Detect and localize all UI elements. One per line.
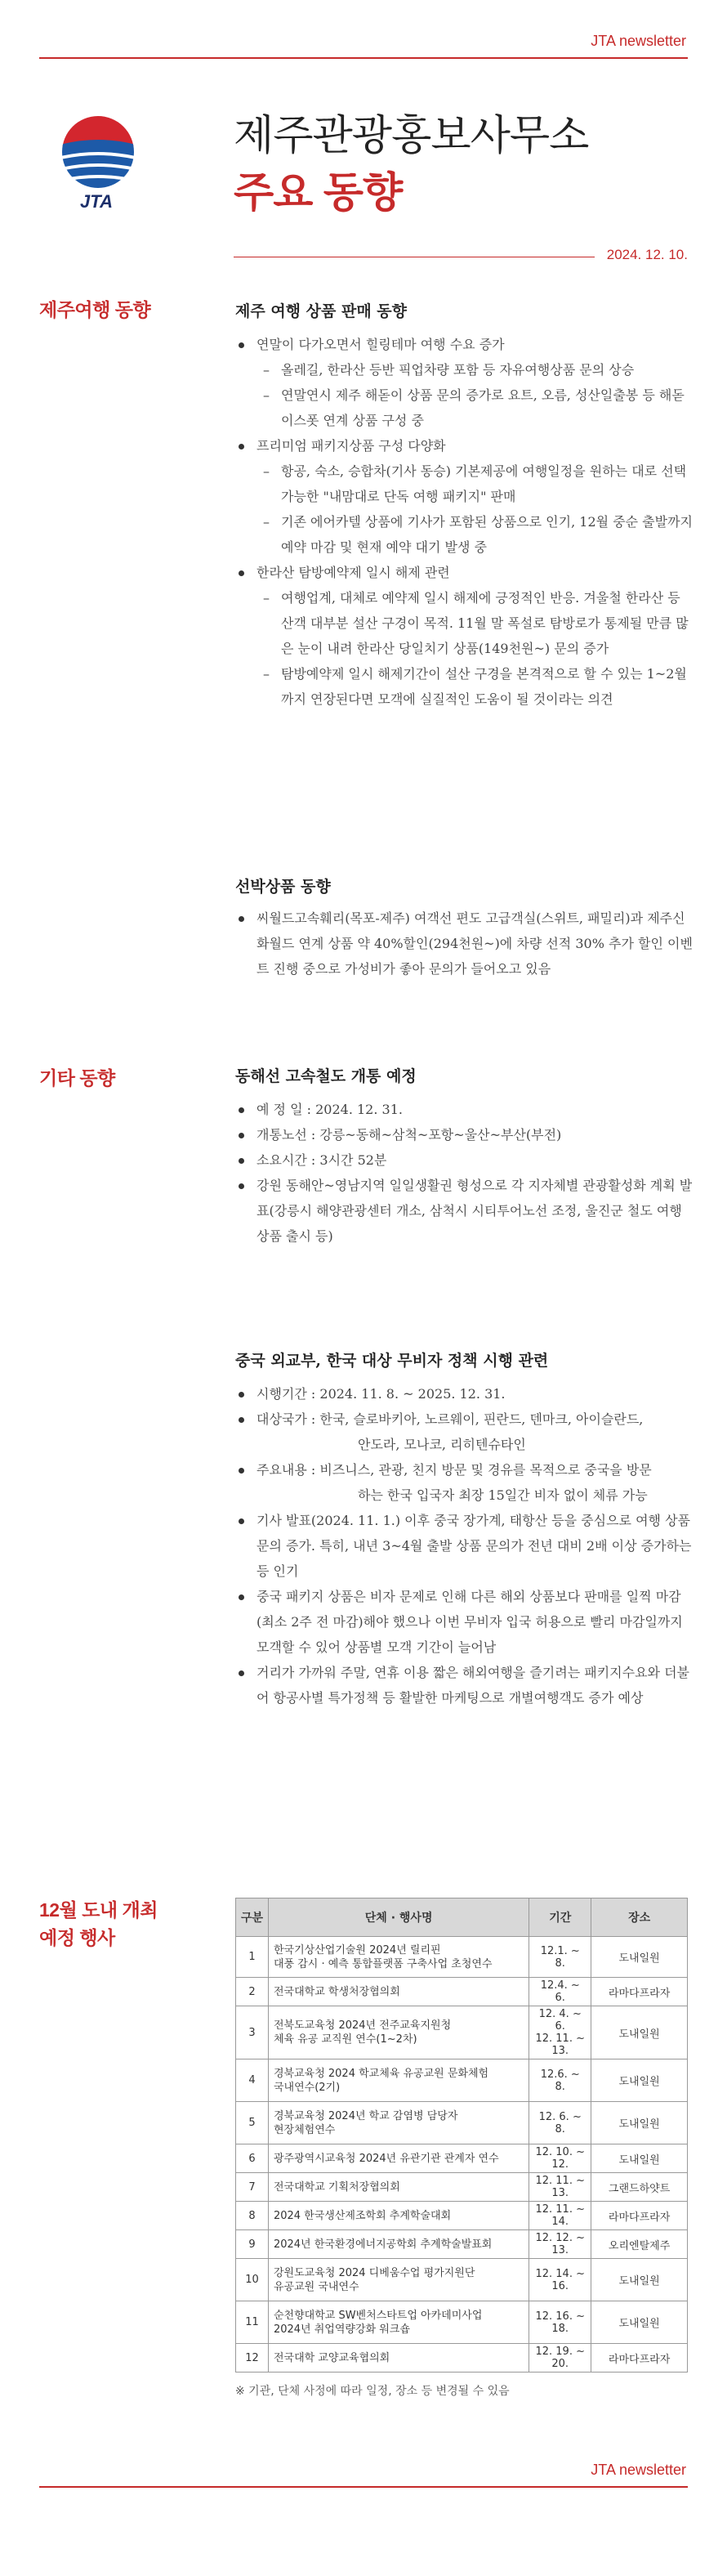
sub-list-item: – 연말연시 제주 해돋이 상품 문의 증가로 요트, 오름, 성산일출봉 등 해돋이스폿 연계 상품 구성 중 bbox=[256, 382, 693, 433]
cell-period: 12. 10. ~ 12. bbox=[529, 2144, 591, 2173]
cell-event-name: 2024년 한국환경에너지공학회 추계학술발표회 bbox=[268, 2230, 529, 2259]
cell-no: 9 bbox=[236, 2230, 269, 2259]
cell-no: 6 bbox=[236, 2144, 269, 2173]
cell-place: 도내일원 bbox=[591, 2006, 688, 2059]
cell-period: 12. 11. ~ 14. bbox=[529, 2202, 591, 2230]
table-row bbox=[236, 2144, 688, 2173]
cell-place: 도내일원 bbox=[591, 2144, 688, 2173]
svg-text:JTA: JTA bbox=[80, 191, 113, 212]
cell-event-name: 한국기상산업기술원 2024년 릴리핀 대풍 감시 · 예측 통합플랫폼 구축사업 초청연수 bbox=[268, 1937, 529, 1978]
cell-event-name: 전국대학교 기획처장협의회 bbox=[268, 2173, 529, 2202]
table-row bbox=[236, 2059, 688, 2102]
events-table bbox=[235, 1898, 688, 2373]
section-label-jeju-travel: 제주여행 동향 bbox=[39, 299, 151, 320]
jta-logo-icon bbox=[49, 114, 147, 212]
table-row bbox=[236, 1978, 688, 2006]
table-row bbox=[236, 2259, 688, 2301]
list-item: 개통노선 : 강릉~동해~삼척~포항~울산~부산(부전) bbox=[235, 1122, 693, 1147]
list-item: 소요시간 : 3시간 52분 bbox=[235, 1147, 693, 1173]
cell-period: 12.4. ~ 6. bbox=[529, 1978, 591, 2006]
sub-list-item: – 탐방예약제 일시 해제기간이 설산 구경을 본격적으로 할 수 있는 1~2월까지 연장된다면 모객에 실질적인 도움이 될 것이라는 의견 bbox=[256, 661, 693, 712]
list-item: 강원 동해안~영남지역 일일생활권 형성으로 각 지자체별 관광활성화 계획 발표(강릉시 해양관광센터 개소, 삼척시 시티투어노선 조정, 울진군 철도 여행상품 출시 등) bbox=[235, 1173, 693, 1249]
cell-no: 4 bbox=[236, 2059, 269, 2102]
cell-event-name: 전국대학교 학생처장협의회 bbox=[268, 1978, 529, 2006]
cell-event-name: 순천향대학교 SW벤처스타트업 아카데미사업 2024년 취업역량강화 워크숍 bbox=[268, 2301, 529, 2344]
cell-period: 12.1. ~ 8. bbox=[529, 1937, 591, 1978]
cell-period: 12. 12. ~ 13. bbox=[529, 2230, 591, 2259]
china-visa-list bbox=[235, 1381, 693, 1711]
cell-event-name: 경북교육청 2024년 학교 감염병 담당자 현장체험연수 bbox=[268, 2102, 529, 2144]
section-title-donghae-rail: 동해선 고속철도 개통 예정 bbox=[235, 1067, 417, 1085]
cell-no: 5 bbox=[236, 2102, 269, 2144]
table-row bbox=[236, 2230, 688, 2259]
cell-period: 12. 14. ~ 16. bbox=[529, 2259, 591, 2301]
cell-period: 12. 4. ~ 6. 12. 11. ~ 13. bbox=[529, 2006, 591, 2059]
cell-place: 라마다프라자 bbox=[591, 1978, 688, 2006]
cell-period: 12. 19. ~ 20. bbox=[529, 2344, 591, 2373]
list-item: 시행기간 : 2024. 11. 8. ~ 2025. 12. 31. bbox=[235, 1381, 693, 1407]
list-item: 주요내용 : 비즈니스, 관광, 친지 방문 및 경유를 목적으로 중국을 방문 하는 한국 입국자 최장 15일간 비자 없이 체류 가능 bbox=[235, 1457, 693, 1508]
cell-period: 12. 16. ~ 18. bbox=[529, 2301, 591, 2344]
cell-no: 1 bbox=[236, 1937, 269, 1978]
table-row bbox=[236, 2006, 688, 2059]
cell-no: 2 bbox=[236, 1978, 269, 2006]
donghae-rail-list bbox=[235, 1097, 693, 1249]
list-item: 거리가 가까워 주말, 연휴 이용 짧은 해외여행을 즐기려는 패키지수요와 더불어 항공사별 특가정책 등 활발한 마케팅으로 개별여행객도 증가 예상 bbox=[235, 1660, 693, 1711]
cell-place: 도내일원 bbox=[591, 2059, 688, 2102]
page-title: 제주관광홍보사무소 bbox=[234, 112, 589, 159]
newsletter-header-label: JTA newsletter bbox=[591, 33, 686, 49]
list-item: 예 정 일 : 2024. 12. 31. bbox=[235, 1097, 693, 1122]
section-label-december-events: 12월 도내 개최 예정 행사 bbox=[39, 1899, 158, 1948]
list-item: 한라산 탐방예약제 일시 해제 관련 – 여행업계, 대체로 예약제 일시 해제에 긍정적인 반응. 겨울철 한라산 등산객 대부분 설산 구경이 목적. 11월 말 폭설로 탐방로가 통제될 만큼 많은 눈이 내려 한라산 당일치기 상품(149천원~) 문의 증가 – 탐방예약제 일시 해제기간이 설산 구경을 본격적으로 할 수 있는 1~2월까지 연장된다면 모객에 실질적인 도움이 될 것이라는 의견 bbox=[235, 560, 693, 712]
cell-no: 8 bbox=[236, 2202, 269, 2230]
footer-divider bbox=[39, 2486, 688, 2488]
section-title-tour-sales: 제주 여행 상품 판매 동향 bbox=[235, 302, 407, 320]
list-item: 대상국가 : 한국, 슬로바키아, 노르웨이, 핀란드, 덴마크, 아이슬란드, 안도라, 모나코, 리히텐슈타인 bbox=[235, 1407, 693, 1457]
list-item: 프리미엄 패키지상품 구성 다양화 – 항공, 숙소, 승합차(기사 동승) 기본제공에 여행일정을 원하는 대로 선택 가능한 "내맘대로 단독 여행 패키지" 판매 – 기존 에어카텔 상품에 기사가 포함된 상품으로 인기, 12월 중순 출발까지 예약 마감 및 현재 예약 대기 발생 중 bbox=[235, 433, 693, 560]
sub-list-item: – 기존 에어카텔 상품에 기사가 포함된 상품으로 인기, 12월 중순 출발까지 예약 마감 및 현재 예약 대기 발생 중 bbox=[256, 509, 693, 560]
col-header-place: 장소 bbox=[591, 1898, 688, 1937]
cell-no: 3 bbox=[236, 2006, 269, 2059]
section-label-other-trends: 기타 동향 bbox=[39, 1067, 115, 1089]
sub-list-item: – 올레길, 한라산 등반 픽업차량 포함 등 자유여행상품 문의 상승 bbox=[256, 357, 693, 382]
list-item: 중국 패키지 상품은 비자 문제로 인해 다른 해외 상품보다 판매를 일찍 마감(최소 2주 전 마감)해야 했으나 이번 무비자 입국 허용으로 빨리 마감일까지 모객할 수 있어 상품별 모객 기간이 늘어남 bbox=[235, 1584, 693, 1660]
cell-place: 도내일원 bbox=[591, 2301, 688, 2344]
cell-event-name: 전북도교육청 2024년 전주교육지원청 체육 유공 교직원 연수(1~2차) bbox=[268, 2006, 529, 2059]
list-item: 기사 발표(2024. 11. 1.) 이후 중국 장가계, 태항산 등을 중심으로 여행 상품 문의 증가. 특히, 내년 3~4월 출발 상품 문의가 전년 대비 2배 이상 증가하는 등 인기 bbox=[235, 1508, 693, 1584]
cell-place: 도내일원 bbox=[591, 2259, 688, 2301]
table-row bbox=[236, 2344, 688, 2373]
cell-event-name: 2024 한국생산제조학회 추계학술대회 bbox=[268, 2202, 529, 2230]
cell-no: 12 bbox=[236, 2344, 269, 2373]
list-item: 연말이 다가오면서 힐링테마 여행 수요 증가 – 올레길, 한라산 등반 픽업차량 포함 등 자유여행상품 문의 상승 – 연말연시 제주 해돋이 상품 문의 증가로 요트, 오름, 성산일출봉 등 해돋이스폿 연계 상품 구성 중 bbox=[235, 332, 693, 433]
table-row bbox=[236, 2173, 688, 2202]
newsletter-footer-label: JTA newsletter bbox=[591, 2462, 686, 2478]
events-note: ※ 기관, 단체 사정에 따라 일정, 장소 등 변경될 수 있음 bbox=[235, 2385, 510, 2398]
cell-place: 라마다프라자 bbox=[591, 2344, 688, 2373]
header-divider bbox=[39, 57, 688, 59]
cell-event-name: 경북교육청 2024 학교체육 유공교원 문화체험 국내연수(2기) bbox=[268, 2059, 529, 2102]
cell-period: 12. 11. ~ 13. bbox=[529, 2173, 591, 2202]
cell-no: 10 bbox=[236, 2259, 269, 2301]
cell-no: 11 bbox=[236, 2301, 269, 2344]
cell-event-name: 전국대학 교양교육협의회 bbox=[268, 2344, 529, 2373]
cell-place: 그랜드하얏트 bbox=[591, 2173, 688, 2202]
cell-period: 12.6. ~ 8. bbox=[529, 2059, 591, 2102]
page-subtitle: 주요 동향 bbox=[234, 169, 403, 216]
table-row bbox=[236, 2102, 688, 2144]
section-title-china-visa: 중국 외교부, 한국 대상 무비자 정책 시행 관련 bbox=[235, 1352, 549, 1370]
section-title-ship-products: 선박상품 동향 bbox=[235, 878, 331, 896]
cell-period: 12. 6. ~ 8. bbox=[529, 2102, 591, 2144]
cell-place: 오리엔탈제주 bbox=[591, 2230, 688, 2259]
cell-event-name: 광주광역시교육청 2024년 유관기관 관계자 연수 bbox=[268, 2144, 529, 2173]
ship-products-list bbox=[235, 906, 693, 982]
col-header-no: 구분 bbox=[236, 1898, 269, 1937]
list-item: 씨월드고속훼리(목포-제주) 여객선 편도 고급객실(스위트, 패밀리)과 제주신화월드 연계 상품 약 40%할인(294천원~)에 차량 선적 30% 추가 할인 이벤트 진행 중으로 가성비가 좋아 문의가 들어오고 있음 bbox=[235, 906, 693, 982]
col-header-period: 기간 bbox=[529, 1898, 591, 1937]
table-row bbox=[236, 2202, 688, 2230]
cell-place: 도내일원 bbox=[591, 2102, 688, 2144]
col-header-name: 단체 · 행사명 bbox=[268, 1898, 529, 1937]
table-row bbox=[236, 2301, 688, 2344]
issue-date: 2024. 12. 10. bbox=[606, 247, 688, 262]
sub-list-item: – 항공, 숙소, 승합차(기사 동승) 기본제공에 여행일정을 원하는 대로 선택 가능한 "내맘대로 단독 여행 패키지" 판매 bbox=[256, 458, 693, 509]
jta-logo bbox=[49, 114, 147, 212]
table-row bbox=[236, 1937, 688, 1978]
tour-sales-list bbox=[235, 332, 693, 712]
events-table-wrapper bbox=[235, 1898, 688, 2399]
sub-list-item: – 여행업계, 대체로 예약제 일시 해제에 긍정적인 반응. 겨울철 한라산 등산객 대부분 설산 구경이 목적. 11월 말 폭설로 탐방로가 통제될 만큼 많은 눈이 내려 한라산 당일치기 상품(149천원~) 문의 증가 bbox=[256, 585, 693, 661]
cell-place: 라마다프라자 bbox=[591, 2202, 688, 2230]
cell-place: 도내일원 bbox=[591, 1937, 688, 1978]
cell-no: 7 bbox=[236, 2173, 269, 2202]
cell-event-name: 강원도교육청 2024 디베움수업 평가지원단 유공교원 국내연수 bbox=[268, 2259, 529, 2301]
